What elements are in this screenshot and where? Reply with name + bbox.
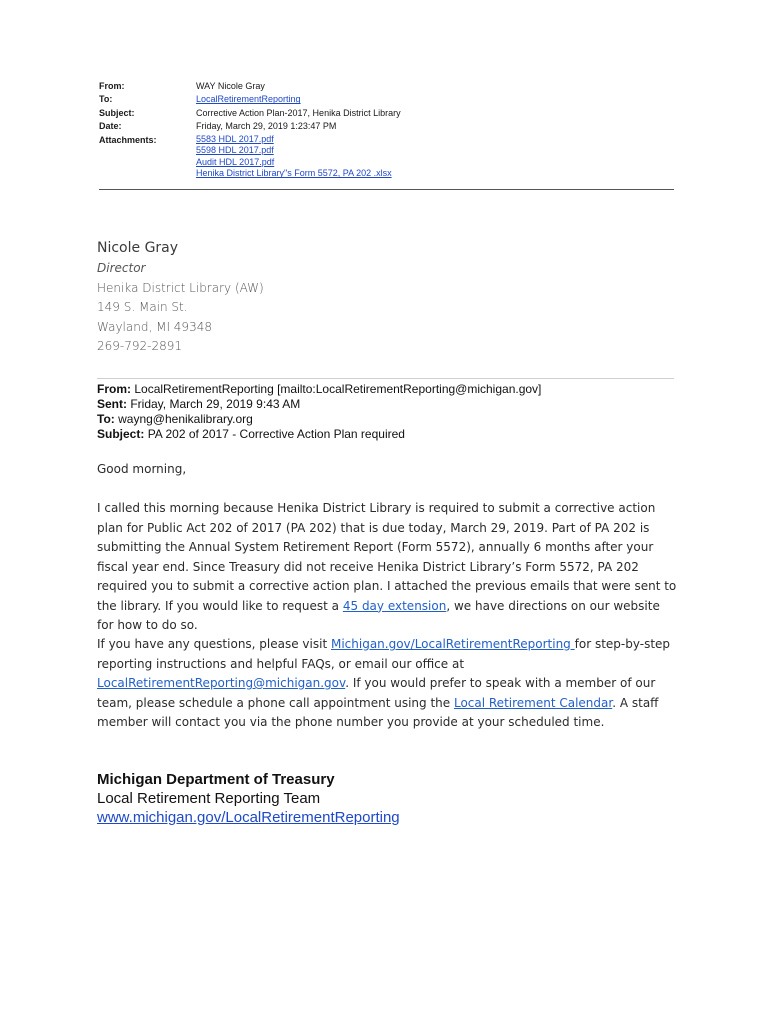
forward-divider [97, 378, 674, 379]
footer-url-link[interactable]: www.michigan.gov/LocalRetirementReporting [97, 809, 400, 826]
from-label: From: [99, 81, 125, 91]
body-paragraph-1 [97, 499, 677, 636]
subject-label: Subject: [99, 107, 135, 118]
para2-text-d: . A staff member will contact you via the phone number you provide at your scheduled time. [97, 695, 659, 729]
footer-team: Local Retirement Reporting Team [97, 790, 321, 807]
header-subject-row [99, 107, 679, 120]
header-from-row [99, 80, 679, 93]
body-paragraph-2 [97, 635, 677, 733]
signature-phone: 269-792-2891 [97, 339, 183, 353]
to-link[interactable]: LocalRetirementReporting [196, 94, 301, 105]
to-label: To: [99, 94, 113, 105]
greeting: Good morning, [97, 462, 187, 476]
signature-name: Nicole Gray [97, 240, 179, 256]
header-attachments-row [99, 134, 679, 180]
website-link[interactable]: Michigan.gov/LocalRetirementReporting [330, 637, 575, 651]
attachments-label: Attachments: [99, 134, 157, 145]
email-link[interactable]: LocalRetirementReporting@michigan.gov [97, 676, 346, 690]
sender-signature [97, 240, 264, 357]
treasury-signature [97, 770, 400, 827]
signature-title: Director [97, 261, 146, 275]
forwarded-header [97, 382, 541, 442]
attachment-link[interactable]: 5598 HDL 2017.pdf [196, 145, 274, 156]
signature-street: 149 S. Main St. [97, 300, 188, 314]
date-value: Friday, March 29, 2019 1:23:47 PM [196, 121, 337, 132]
header-divider [99, 189, 674, 190]
fwd-to-row [97, 412, 541, 427]
from-value: WAY Nicole Gray [196, 81, 265, 91]
email-header [99, 80, 679, 180]
fwd-from-label: From: [97, 382, 131, 396]
header-date-row [99, 120, 679, 133]
fwd-subject-value: PA 202 of 2017 - Corrective Action Plan required [147, 427, 405, 441]
fwd-to-label: To: [97, 412, 115, 426]
attachment-link[interactable]: Audit HDL 2017.pdf [196, 156, 275, 167]
extension-link[interactable]: 45 day extension [342, 598, 447, 613]
fwd-subject-row [97, 427, 541, 442]
para1-end: , we have directions on our website for how to do so. [97, 598, 660, 632]
attachment-link[interactable]: 5583 HDL 2017.pdf [196, 133, 274, 144]
para2-text-b: for step-by-step reporting instructions and helpful FAQs, or email our office at [97, 637, 671, 671]
attachment-link[interactable]: Henika District Library"s Form 5572, PA 202 .xlsx [196, 168, 392, 179]
footer-org: Michigan Department of Treasury [97, 771, 335, 788]
para1-text: I called this morning because Henika District Library is required to submit a corrective action plan for Public Act 202 of 2017 (PA 202) that is due today, March 29, 2019. Part of PA 202 is submitting the Annual System Retirement Report (Form 5572), annually 6 months after your fiscal year end. Since Treasury did not receive Henika District Library’s Form 5572, PA 202 required you to submit a corrective action plan. I attached the previous emails that were sent to the library. If you would like to request a [97, 501, 677, 613]
fwd-from-row [97, 382, 541, 397]
date-label: Date: [99, 121, 122, 132]
signature-org: Henika District Library (AW) [97, 280, 264, 295]
fwd-from-value: LocalRetirementReporting [mailto:LocalRetirementReporting@michigan.gov] [134, 382, 542, 396]
fwd-to-value: wayng@henikalibrary.org [118, 412, 253, 426]
signature-city: Wayland, MI 49348 [97, 319, 212, 334]
subject-value: Corrective Action Plan-2017, Henika District Library [196, 107, 401, 118]
header-to-row [99, 93, 679, 106]
fwd-sent-row [97, 397, 541, 412]
fwd-sent-label: Sent: [97, 397, 127, 411]
attachment-list [196, 134, 679, 180]
para2-text-a: If you have any questions, please visit [97, 637, 331, 651]
fwd-sent-value: Friday, March 29, 2019 9:43 AM [130, 397, 301, 411]
calendar-link[interactable]: Local Retirement Calendar [453, 695, 613, 710]
fwd-subject-label: Subject: [97, 427, 145, 441]
para2-text-c: . If you would prefer to speak with a member of our team, please schedule a phone call appointment using the [97, 676, 656, 710]
